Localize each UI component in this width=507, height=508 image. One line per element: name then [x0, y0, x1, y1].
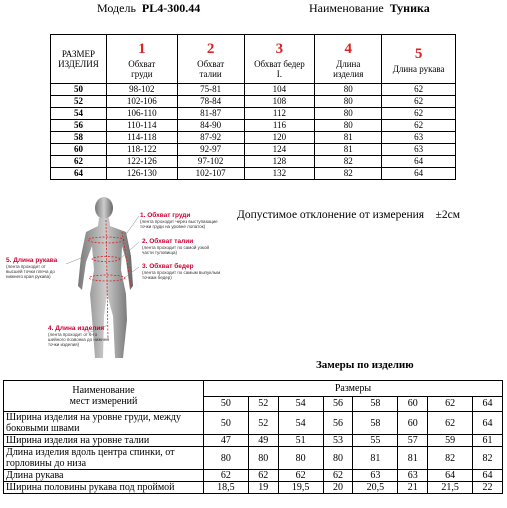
name-value: Туника — [389, 1, 430, 15]
measurement-value: 20,5 — [353, 482, 398, 494]
measurement-value: 63 — [353, 470, 398, 482]
measurement-value: 62 — [204, 470, 249, 482]
column-number: 1 — [138, 41, 146, 57]
measurement-value: 64 — [428, 470, 473, 482]
size-cell: 64 — [51, 168, 107, 180]
measurement-value: 21 — [398, 482, 428, 494]
column-name: I. — [276, 69, 283, 79]
column-header — [382, 35, 456, 84]
measurement-value: 57 — [398, 435, 428, 447]
size-row — [51, 132, 456, 144]
model-code: PL4-300.44 — [141, 1, 201, 15]
column-name: Длина — [336, 59, 361, 69]
label-sub: (лента проходит по самой узкой — [142, 245, 209, 250]
measurements-table — [3, 380, 503, 494]
measurement-value: 81 — [353, 447, 398, 470]
size-cell: 58 — [51, 132, 107, 144]
tolerance-text: Допустимое отклонение от измерения — [237, 209, 425, 221]
size-header-line: ИЗДЕЛИЯ — [58, 59, 99, 69]
measurement-value: 81 — [398, 447, 428, 470]
measurement-value: 47 — [204, 435, 249, 447]
model-line — [97, 1, 200, 16]
label-sub: нижнего края рукава) — [6, 274, 51, 279]
measurement-row — [4, 412, 503, 435]
label-sub: (лента проходит по самым выпуклым — [142, 270, 221, 275]
size-column-header: 60 — [398, 396, 428, 412]
measurement-value: 53 — [323, 435, 353, 447]
measurement-value: 80 — [278, 447, 323, 470]
size-value: 62 — [382, 108, 456, 120]
measurement-name: Ширина изделия на уровне талии — [4, 435, 204, 447]
size-value: 80 — [315, 108, 382, 120]
measurement-value: 19 — [248, 482, 278, 494]
measurement-row — [4, 435, 503, 447]
measurement-value: 52 — [248, 412, 278, 435]
column-name: Обхват — [197, 59, 225, 69]
name-label: Наименование — [309, 1, 384, 15]
size-column-header: 62 — [428, 396, 473, 412]
sizes-header: Размеры — [204, 381, 503, 397]
measurement-value: 18,5 — [204, 482, 249, 494]
size-value: 102-106 — [106, 96, 177, 108]
size-value: 110-114 — [106, 120, 177, 132]
size-value: 92-97 — [177, 144, 244, 156]
size-column-header: 64 — [473, 396, 503, 412]
measurements-header-row — [4, 381, 503, 397]
size-row — [51, 108, 456, 120]
size-cell: 54 — [51, 108, 107, 120]
label-sub: (лента проходит через выступающие — [140, 219, 218, 224]
measurement-row — [4, 482, 503, 494]
column-header — [177, 35, 244, 84]
measurement-value: 63 — [398, 470, 428, 482]
size-cell: 60 — [51, 144, 107, 156]
measurement-value: 58 — [353, 412, 398, 435]
size-table — [50, 34, 456, 180]
measurement-value: 22 — [473, 482, 503, 494]
size-row — [51, 120, 456, 132]
measurement-value: 62 — [428, 412, 473, 435]
size-value: 124 — [244, 144, 315, 156]
measurement-value: 54 — [278, 412, 323, 435]
size-column-header: 52 — [248, 396, 278, 412]
size-value: 64 — [382, 156, 456, 168]
label-sub: точкам бедер) — [142, 275, 172, 280]
label-hips — [142, 263, 220, 280]
size-value: 82 — [315, 156, 382, 168]
size-value: 118-122 — [106, 144, 177, 156]
label-sub: точки изделия) — [48, 342, 80, 347]
size-row — [51, 168, 456, 180]
size-header-line: РАЗМЕР — [61, 49, 96, 59]
size-value: 132 — [244, 168, 315, 180]
size-value: 81-87 — [177, 108, 244, 120]
size-value: 81 — [315, 144, 382, 156]
column-header — [106, 35, 177, 84]
measurements-title: Замеры по изделию — [316, 359, 414, 371]
measurement-row — [4, 470, 503, 482]
label-sub: части туловища) — [142, 250, 177, 255]
column-header — [315, 35, 382, 84]
tolerance-note — [237, 209, 460, 221]
size-value: 106-110 — [106, 108, 177, 120]
label-sub: (лента проходит от — [6, 264, 46, 269]
size-cell: 62 — [51, 156, 107, 168]
size-value: 82 — [315, 168, 382, 180]
label-title: 2. Обхват талии — [142, 238, 194, 245]
label-title: 4. Длина изделия — [48, 325, 105, 332]
size-value: 78-84 — [177, 96, 244, 108]
size-value: 75-81 — [177, 84, 244, 96]
measurement-value: 21,5 — [428, 482, 473, 494]
size-table-body — [51, 84, 456, 180]
measurement-value: 61 — [473, 435, 503, 447]
size-value: 126-130 — [106, 168, 177, 180]
measurement-value: 59 — [428, 435, 473, 447]
label-title: 5. Длина рукава — [6, 257, 58, 264]
size-value: 81 — [315, 132, 382, 144]
measurement-name: Длина изделия вдоль центра спинки, от горловины до низа — [4, 447, 204, 470]
measurement-value: 82 — [428, 447, 473, 470]
column-number: 3 — [275, 41, 284, 57]
measurement-value: 82 — [473, 447, 503, 470]
column-name: изделия — [333, 69, 364, 79]
measurement-value: 55 — [353, 435, 398, 447]
label-title: 1. Обхват груди — [140, 212, 191, 219]
size-value: 63 — [382, 144, 456, 156]
size-value: 80 — [315, 84, 382, 96]
measurements-body — [4, 412, 503, 494]
tolerance-value: ±2см — [435, 209, 460, 221]
column-header — [244, 35, 315, 84]
measurement-value: 50 — [204, 412, 249, 435]
place-header — [4, 381, 204, 412]
column-name: талии — [199, 69, 222, 79]
column-number: 4 — [344, 41, 352, 57]
size-value: 98-102 — [106, 84, 177, 96]
measurement-value: 20 — [323, 482, 353, 494]
label-sub: точки груди на уровне лопаток) — [140, 224, 206, 229]
column-name: Обхват — [128, 59, 156, 69]
measurement-name: Ширина изделия на уровне груди, между боковыми швами — [4, 412, 204, 435]
column-number: 2 — [206, 41, 215, 57]
measurement-value: 80 — [248, 447, 278, 470]
size-value: 102-107 — [177, 168, 244, 180]
size-value: 84-90 — [177, 120, 244, 132]
size-value: 108 — [244, 96, 315, 108]
size-row — [51, 84, 456, 96]
size-table-header-row — [51, 35, 456, 84]
measurement-value: 62 — [278, 470, 323, 482]
label-sub: (лента проходит от 6-го — [48, 332, 98, 337]
size-value: 112 — [244, 108, 315, 120]
measurement-row — [4, 447, 503, 470]
size-column-header: 50 — [204, 396, 249, 412]
measurement-value: 19,5 — [278, 482, 323, 494]
label-sub: высшей точки плеча до — [6, 269, 55, 274]
measurement-value: 80 — [323, 447, 353, 470]
measurement-value: 56 — [323, 412, 353, 435]
size-row — [51, 144, 456, 156]
size-cell: 50 — [51, 84, 107, 96]
name-line — [309, 1, 430, 16]
size-value: 120 — [244, 132, 315, 144]
size-row — [51, 156, 456, 168]
place-header-line: Наименование — [72, 385, 135, 396]
measurement-value: 80 — [204, 447, 249, 470]
measurement-value: 64 — [473, 412, 503, 435]
size-cell: 56 — [51, 120, 107, 132]
size-value: 62 — [382, 120, 456, 132]
size-value: 80 — [315, 120, 382, 132]
size-value: 122-126 — [106, 156, 177, 168]
measurement-value: 60 — [398, 412, 428, 435]
measurement-value: 51 — [278, 435, 323, 447]
size-value: 87-92 — [177, 132, 244, 144]
measurement-value: 64 — [473, 470, 503, 482]
size-value: 114-118 — [106, 132, 177, 144]
column-name: груди — [131, 69, 153, 79]
size-value: 97-102 — [177, 156, 244, 168]
model-label: Модель — [97, 1, 136, 15]
size-column-header: 58 — [353, 396, 398, 412]
measurement-value: 49 — [248, 435, 278, 447]
size-value: 62 — [382, 96, 456, 108]
size-value: 116 — [244, 120, 315, 132]
measurement-name: Ширина половины рукава под проймой — [4, 482, 204, 494]
size-column-header: 56 — [323, 396, 353, 412]
label-length — [48, 325, 109, 347]
size-value: 104 — [244, 84, 315, 96]
measurement-name: Длина рукава — [4, 470, 204, 482]
label-title: 3. Обхват бедер — [142, 263, 194, 270]
size-value: 63 — [382, 132, 456, 144]
column-name: Длина рукава — [392, 64, 445, 74]
measurement-value: 62 — [248, 470, 278, 482]
column-name: Обхват бедер — [254, 59, 305, 69]
size-cell: 52 — [51, 96, 107, 108]
label-waist — [142, 238, 209, 255]
size-column-header: 54 — [278, 396, 323, 412]
size-value: 62 — [382, 84, 456, 96]
place-header-line: мест измерений — [69, 396, 138, 407]
column-number: 5 — [414, 46, 423, 62]
label-bust — [140, 212, 218, 229]
size-row — [51, 96, 456, 108]
measurement-value: 62 — [323, 470, 353, 482]
size-value: 128 — [244, 156, 315, 168]
size-value: 64 — [382, 168, 456, 180]
size-value: 80 — [315, 96, 382, 108]
label-sub: шейного позвонка до нижней — [48, 337, 109, 342]
label-sleeve — [6, 257, 57, 279]
size-header — [51, 35, 107, 84]
